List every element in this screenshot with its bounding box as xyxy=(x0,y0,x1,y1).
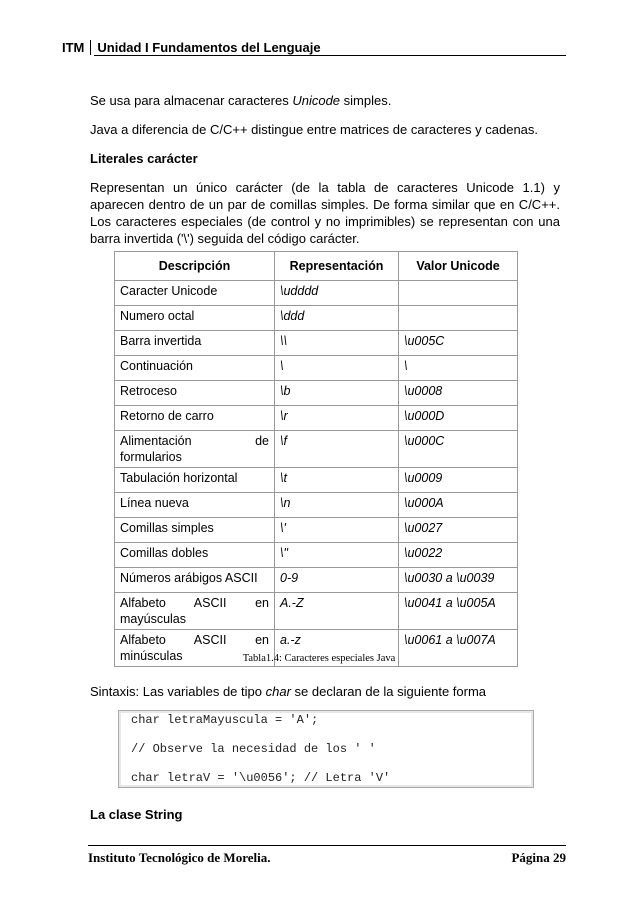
header-separator xyxy=(90,40,91,55)
intro-line-1 xyxy=(90,92,560,109)
char-term: char xyxy=(265,684,291,699)
unicode-cell: \u0041 a \u005A xyxy=(399,593,518,630)
intro-line-1-text: Se usa para almacenar caracteres xyxy=(90,93,293,108)
unicode-cell: \u000A xyxy=(399,493,518,518)
unicode-cell: \u000D xyxy=(399,406,518,431)
table-row xyxy=(115,306,518,331)
syntax-text: Sintaxis: Las variables de tipo xyxy=(90,684,266,699)
code-line: // Observe la necesidad de los ' ' xyxy=(131,742,376,756)
unicode-cell xyxy=(399,306,518,331)
unicode-cell: \u0027 xyxy=(399,518,518,543)
footer-rule xyxy=(88,845,566,846)
unicode-cell: \u0061 a \u007A xyxy=(399,630,518,667)
footer-institution: Instituto Tecnológico de Morelia. xyxy=(88,850,271,865)
page-header xyxy=(62,40,566,56)
description-cell: Tabulación horizontal xyxy=(115,468,275,493)
col-header-description: Descripción xyxy=(115,252,275,281)
representation-cell: \ddd xyxy=(275,306,399,331)
representation-cell: 0-9 xyxy=(275,568,399,593)
unicode-cell: \u0022 xyxy=(399,543,518,568)
table-row xyxy=(115,406,518,431)
description-cell: Alfabeto ASCII en minúsculas xyxy=(115,630,275,667)
code-block xyxy=(118,710,534,788)
description-cell: Numero octal xyxy=(115,306,275,331)
unicode-cell: \u0008 xyxy=(399,381,518,406)
representation-cell: \n xyxy=(275,493,399,518)
col-header-unicode: Valor Unicode xyxy=(399,252,518,281)
code-line: char letraMayuscula = 'A'; xyxy=(131,713,319,727)
representation-cell: \r xyxy=(275,406,399,431)
header-org: ITM xyxy=(62,40,85,55)
col-header-representation: Representación xyxy=(275,252,399,281)
table-row xyxy=(115,593,518,630)
intro-line-1-tail: simples. xyxy=(340,93,392,108)
representation-cell: \t xyxy=(275,468,399,493)
unicode-term: Unicode xyxy=(292,93,341,108)
description-cell: Comillas dobles xyxy=(115,543,275,568)
table-row xyxy=(115,381,518,406)
unicode-cell: \u0009 xyxy=(399,468,518,493)
description-cell: Alimentación de formularios xyxy=(115,431,275,468)
representation-cell: a.-z xyxy=(275,630,399,667)
representation-cell: \ xyxy=(275,356,399,381)
description-cell: Continuación xyxy=(115,356,275,381)
table-row xyxy=(115,543,518,568)
description-cell: Alfabeto ASCII en mayúsculas xyxy=(115,593,275,630)
representation-cell: \" xyxy=(275,543,399,568)
page-footer xyxy=(88,850,566,866)
description-cell: Barra invertida xyxy=(115,331,275,356)
description-cell: Números arábigos ASCII xyxy=(115,568,275,593)
syntax-tail: se declaran de la siguiente forma xyxy=(290,684,487,699)
table-row xyxy=(115,568,518,593)
header-rule xyxy=(94,55,566,56)
representation-cell: \udddd xyxy=(275,281,399,306)
table-row xyxy=(115,331,518,356)
table-header-row xyxy=(115,252,518,281)
table-row xyxy=(115,518,518,543)
table-row xyxy=(115,281,518,306)
unicode-cell: \u005C xyxy=(399,331,518,356)
table-row xyxy=(115,356,518,381)
representation-cell: A.-Z xyxy=(275,593,399,630)
description-cell: Retorno de carro xyxy=(115,406,275,431)
literales-paragraph: Representan un único carácter (de la tabla de caracteres Unicode 1.1) y aparecen dentro de un par de comillas simples. De forma similar que en C/C++. Los caracteres especiales (de control y no imprimibles) se representan con una barra invertida ('\') seguida del código carácter. xyxy=(90,180,560,246)
intro-line-2: Java a diferencia de C/C++ distingue entre matrices de caracteres y cadenas. xyxy=(90,122,539,137)
syntax-line xyxy=(90,683,560,700)
description-cell: Comillas simples xyxy=(115,518,275,543)
special-characters-table xyxy=(114,251,518,667)
unicode-cell xyxy=(399,281,518,306)
unicode-cell: \u000C xyxy=(399,431,518,468)
code-line: char letraV = '\u0056'; // Letra 'V' xyxy=(131,771,391,785)
description-cell: Caracter Unicode xyxy=(115,281,275,306)
representation-cell: \b xyxy=(275,381,399,406)
description-cell: Línea nueva xyxy=(115,493,275,518)
representation-cell: \\ xyxy=(275,331,399,356)
unicode-cell: \ xyxy=(399,356,518,381)
table-row xyxy=(115,493,518,518)
page-number: Página 29 xyxy=(511,850,566,865)
literales-heading: Literales carácter xyxy=(90,151,198,166)
representation-cell: \f xyxy=(275,431,399,468)
representation-cell: \' xyxy=(275,518,399,543)
description-cell: Retroceso xyxy=(115,381,275,406)
table-row xyxy=(115,431,518,468)
unicode-cell: \u0030 a \u0039 xyxy=(399,568,518,593)
table-caption: Tabla1.4: Caracteres especiales Java xyxy=(242,653,396,664)
string-class-heading: La clase String xyxy=(90,807,183,822)
header-title: Unidad I Fundamentos del Lenguaje xyxy=(97,40,321,55)
table-row xyxy=(115,468,518,493)
